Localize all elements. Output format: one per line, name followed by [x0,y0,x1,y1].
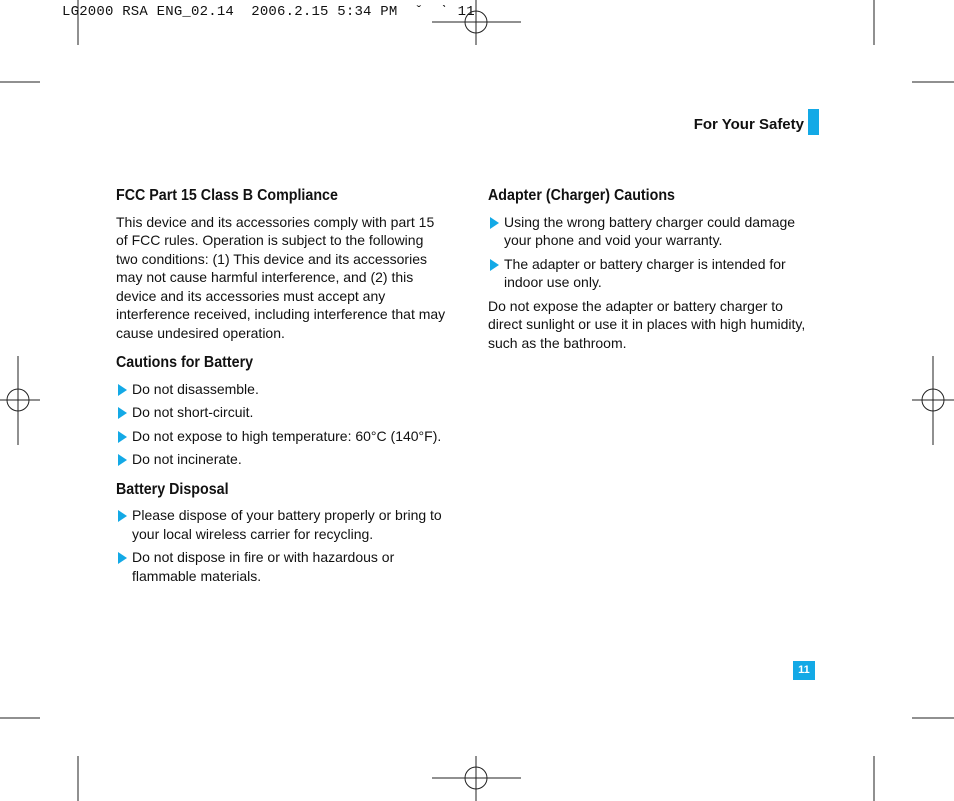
bullet-arrow-icon [118,407,127,419]
list-item: Using the wrong battery charger could damage your phone and void your warranty. [488,213,820,250]
bullet-arrow-icon [118,510,127,522]
fcc-paragraph: This device and its accessories comply with part 15 of FCC rules. Operation is subject to the following two conditions: (1) This device and its accessories may not cause harmful interference, and (2) this device and its accessories must accept any interference received, including interference that may cause undesired operation. [116,213,446,341]
list-item: Please dispose of your battery properly or bring to your local wireless carrier for recycling. [116,506,446,543]
battery-cautions-heading: Cautions for Battery [116,354,254,371]
bullet-arrow-icon [118,552,127,564]
bullet-arrow-icon [118,384,127,396]
list-item: Do not dispose in fire or with hazardous or flammable materials. [116,548,446,585]
bullet-arrow-icon [118,454,127,466]
registration-mark-left [0,356,40,445]
registration-mark-bottom [432,756,521,801]
fcc-heading: FCC Part 15 Class B Compliance [116,187,338,204]
bullet-arrow-icon [490,259,499,271]
bullet-arrow-icon [118,431,127,443]
registration-mark-top [432,0,521,45]
adapter-paragraph: Do not expose the adapter or battery charger to direct sunlight or use it in places with high humidity, such as the bathroom. [488,297,806,351]
list-item: The adapter or battery charger is intended for indoor use only. [488,255,820,292]
registration-mark-right [912,356,954,445]
adapter-cautions-list [488,213,820,292]
fcc-section [116,187,446,342]
battery-disposal-heading: Battery Disposal [116,480,229,498]
adapter-cautions-heading: Adapter (Charger) Cautions [488,187,675,204]
print-slug: LG2000 RSA ENG_02.14 2006.2.15 5:34 PM ˇ ˋ 11 [62,4,475,20]
bullet-arrow-icon [490,217,499,229]
battery-cautions-section [116,354,446,469]
list-item: Do not incinerate. [116,450,446,469]
battery-disposal-section [116,481,446,586]
list-item: Do not short-circuit. [116,403,446,422]
adapter-cautions-section [488,187,820,352]
section-header: For Your Safety [693,116,804,133]
list-item: Do not disassemble. [116,380,446,399]
page-number: 11 [793,661,815,680]
list-item: Do not expose to high temperature: 60°C (140°F). [116,427,446,446]
battery-disposal-list [116,506,446,585]
right-column [488,187,820,364]
section-tab-marker [808,109,819,135]
battery-cautions-list [116,380,446,469]
left-column [116,187,446,597]
